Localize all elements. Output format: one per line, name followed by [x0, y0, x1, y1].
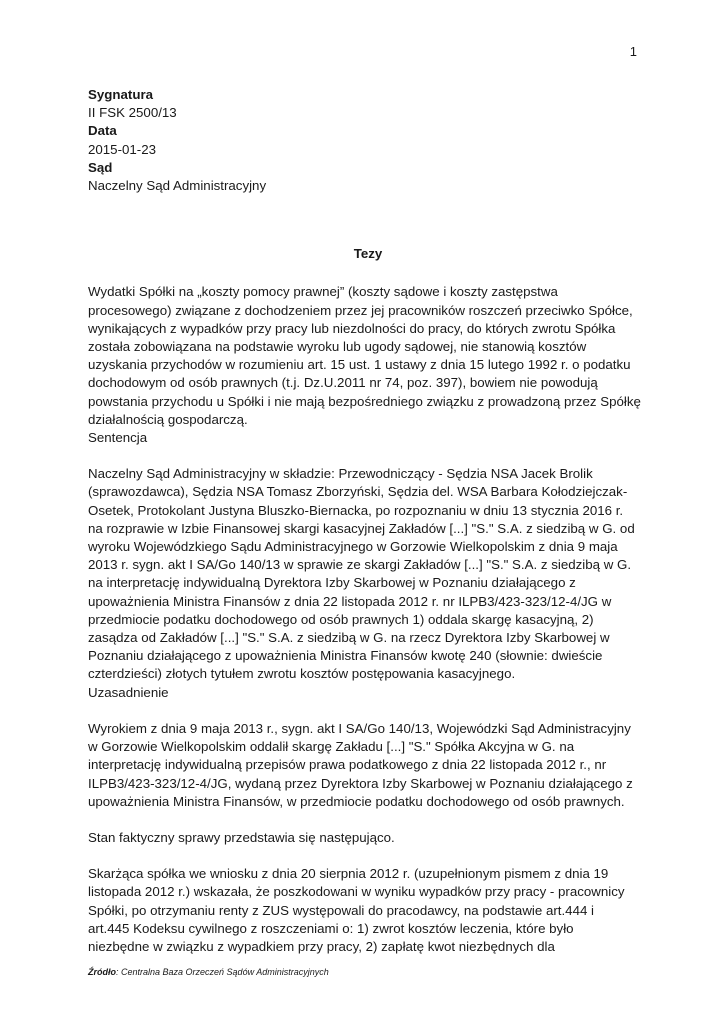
sygnatura-label: Sygnatura: [88, 87, 154, 102]
tezy-text: Wydatki Spółki na „koszty pomocy prawnej” (koszty sądowe i koszty zastępstwa procesowego) związane z dochodzeniem przez jej pracowników roszczeń przeciwko Spółce, wynikających z wypadków przy pracy lub niezdolności do pracy, do których zwrotu Spółka została zobowiązana na podstawie wyroku lub ugody sądowej, nie stanowią kosztów uzyskania przychodów w rozumieniu art. 15 ust. 1 ustawy z dnia 15 lutego 1992 r. o podatku dochodowym od osób prawnych (t.j. Dz.U.2011 nr 74, poz. 397), bowiem nie powodują powstania przychodu u Spółki i nie mają bezpośredniego związku z prowadzoną przez Spółkę działalnością gospodarczą.: [88, 284, 641, 427]
source-label: Źródło: [88, 967, 116, 977]
page-number: 1: [629, 44, 637, 59]
sad-label: Sąd: [88, 159, 113, 175]
uzasadnienie-paragraph-3: Skarżąca spółka we wniosku z dnia 20 sierpnia 2012 r. (uzupełnionym pismem z dnia 19 listopada 2012 r.) wskazała, że poszkodowani w wyniku wypadków przy pracy - pracownicy Spółki, po otrzymaniu renty z ZUS występowali do pracodawcy, na podstawie art.444 i art.445 Kodeksu cywilnego z roszczeniami o: 1) zwrot kosztów leczenia, które było niezbędne w związku z wypadkiem przy pracy, 2) zapłatę kwot niezbędnych dla: [88, 866, 625, 954]
spacer: [88, 702, 648, 720]
tezy-heading: Tezy: [353, 246, 383, 262]
document-body: [88, 86, 648, 956]
uzasadnienie-paragraph-2: Stan faktyczny sprawy przedstawia się następująco.: [88, 829, 395, 845]
source-text: : Centralna Baza Orzeczeń Sądów Administracyjnych: [116, 967, 329, 977]
spacer: [88, 811, 648, 829]
sygnatura-value: II FSK 2500/13: [88, 105, 177, 121]
source-footer: [88, 967, 329, 977]
uzasadnienie-paragraph-1: Wyrokiem z dnia 9 maja 2013 r., sygn. akt I SA/Go 140/13, Wojewódzki Sąd Administracyjny w Gorzowie Wielkopolskim oddalił skargę Zakładu [...] "S." Spółka Akcyjna w G. na interpretację indywidualną przepisów prawa podatkowego z dnia 22 listopada 2012 r., nr ILPB3/423-323/12-4/JG, wydaną przez Dyrektora Izby Skarbowej w Poznaniu działającego z upoważnienia Ministra Finansów, w przedmiocie podatku dochodowego od osób prawnych.: [88, 720, 633, 809]
data-value: 2015-01-23: [88, 141, 157, 157]
spacer: [88, 447, 648, 465]
sentencja-text: Naczelny Sąd Administracyjny w składzie: Przewodniczący - Sędzia NSA Jacek Brolik (sprawozdawca), Sędzia NSA Tomasz Zborzyński, Sędzia del. WSA Barbara Kołodziejczak- Osetek, Protokolant Justyna Bluszko-Biernacka, po rozpoznaniu w dniu 13 stycznia 2016 r. na rozprawie w Izbie Finansowej skargi kasacyjnej Zakładów [...] "S." S.A. z siedzibą w G. od wyroku Wojewódzkiego Sądu Administracyjnego w Gorzowie Wielkopolskim z dnia 9 maja 2013 r. sygn. akt I SA/Go 140/13 w sprawie ze skargi Zakładów [...] "S." S.A. z siedzibą w G. na interpretację indywidualną Dyrektora Izby Skarbowej w Poznaniu działającego z upoważnienia Ministra Finansów z dnia 22 listopada 2012 r. nr ILPB3/423-323/12-4/JG w przedmiocie podatku dochodowego od osób prawnych 1) oddala skargę kasacyjną, 2) zasądza od Zakładów [...] "S." S.A. z siedzibą w G. na rzecz Dyrektora Izby Skarbowej w Poznaniu działającego z upoważnienia Ministra Finansów kwotę 240 (słownie: dwieście czterdzieści) złotych tytułem zwrotu kosztów postępowania kasacyjnego.: [88, 466, 635, 682]
spacer: [88, 847, 648, 865]
data-label: Data: [88, 123, 117, 139]
sad-value: Naczelny Sąd Administracyjny: [88, 178, 267, 194]
uzasadnienie-label: Uzasadnienie: [88, 684, 169, 700]
sentencja-label: Sentencja: [88, 430, 148, 446]
